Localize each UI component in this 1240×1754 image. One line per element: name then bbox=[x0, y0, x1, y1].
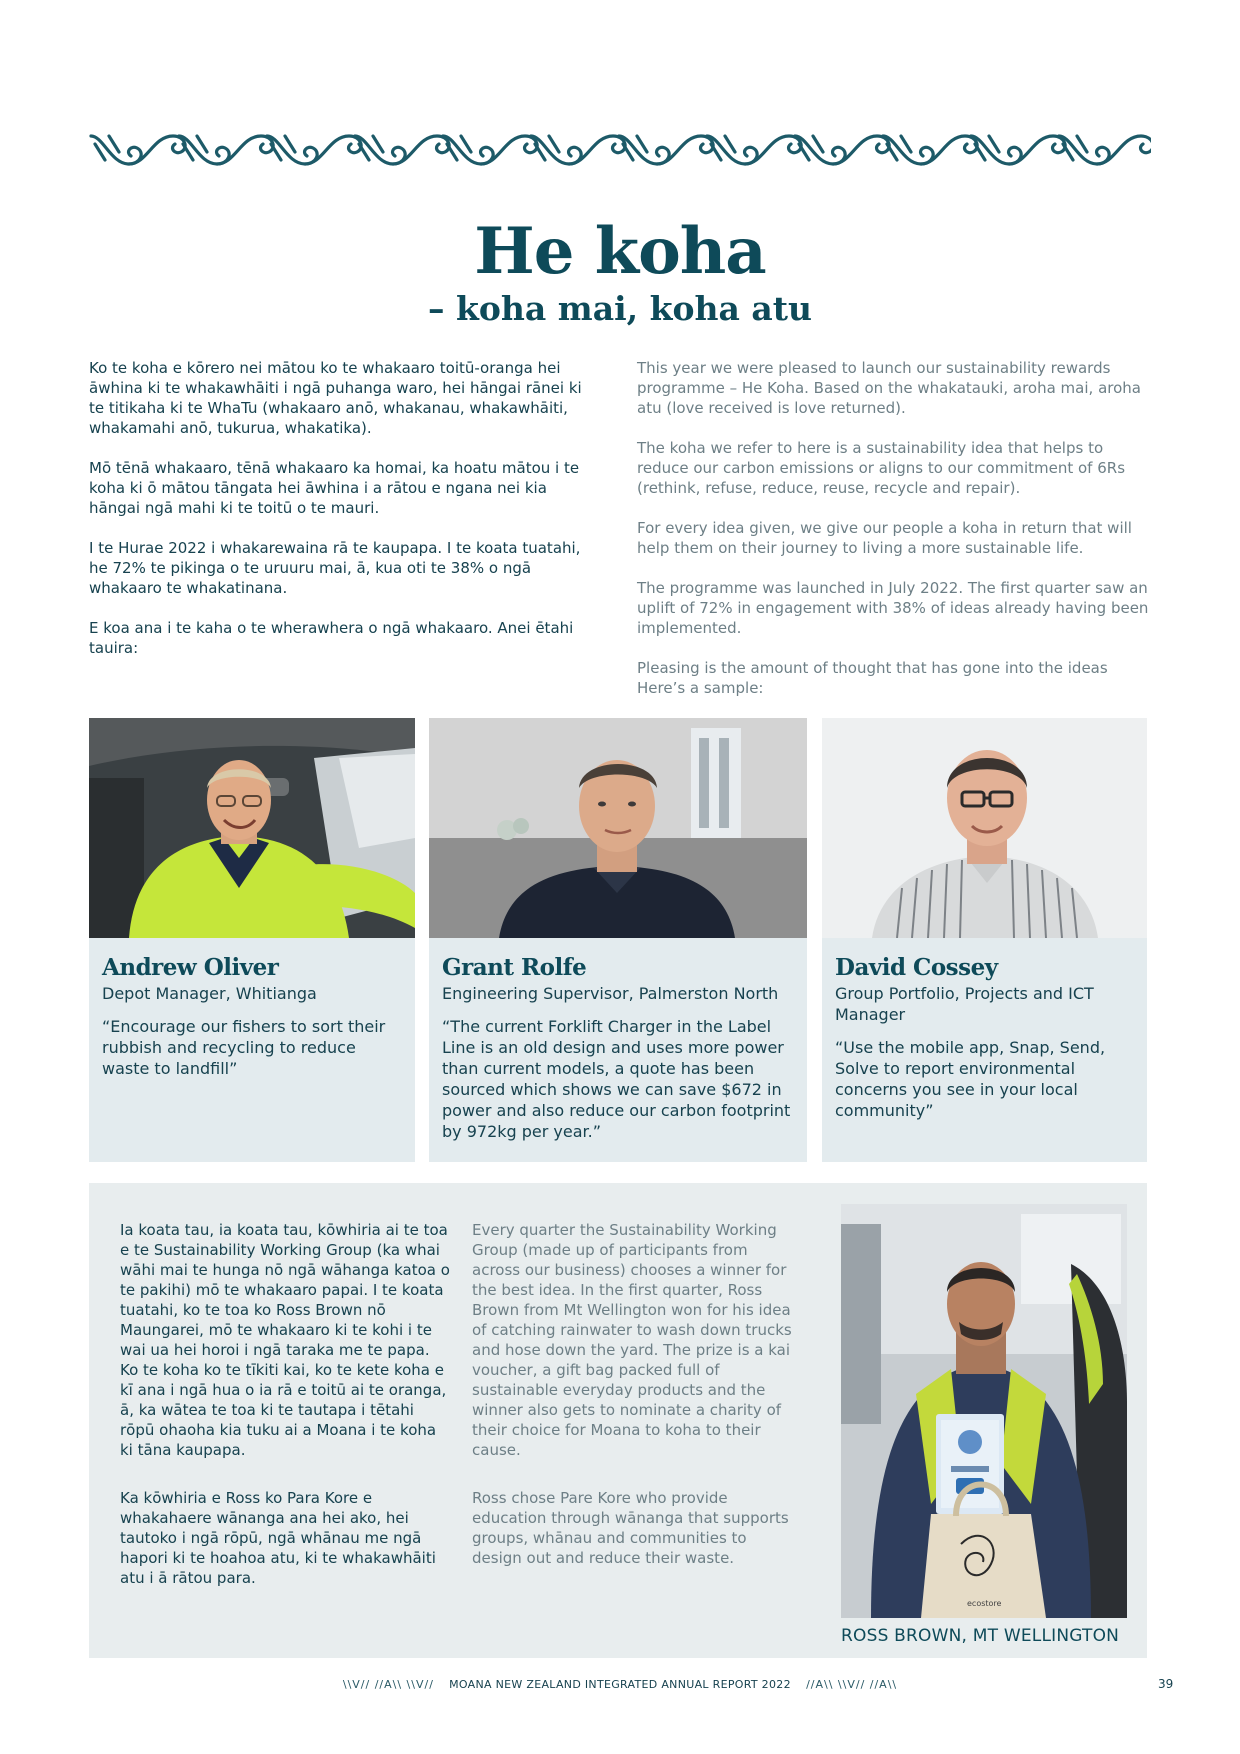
intro-maori-paragraph: E koa ana i te kaha o te wherawhera o ngā whakaaro. Anei ētahi tauira: bbox=[89, 619, 574, 657]
footer-mark-right: //A\\ \\V// //A\\ bbox=[806, 1678, 898, 1691]
intro-english-paragraph: The koha we refer to here is a sustainability idea that helps to reduce our carbon emissions or aligns to our commitment of 6Rs (rethink, refuse, reduce, reuse, recycle and repair). bbox=[637, 439, 1126, 497]
footer-mark-left: \\V// //A\\ \\V// bbox=[342, 1678, 434, 1691]
profile-card-grant-rolfe bbox=[429, 718, 807, 1162]
ross-brown-caption: ROSS BROWN, MT WELLINGTON bbox=[841, 1626, 1120, 1646]
intro-english-paragraph: This year we were pleased to launch our sustainability rewards programme – He Koha. Based on the whakatauki, aroha mai, aroha atu (love received is love returned). bbox=[637, 359, 1141, 417]
winner-english-column bbox=[472, 1220, 792, 1596]
winner-maori-column bbox=[120, 1220, 450, 1616]
page-subtitle: – koha mai, koha atu bbox=[428, 289, 812, 328]
andrew-oliver-photo bbox=[89, 718, 415, 938]
intro-english-paragraph: For every idea given, we give our people a koha in return that will help them on their journey to living a more sustainable life. bbox=[637, 519, 1132, 557]
david-cossey-photo bbox=[822, 718, 1147, 938]
page-footer bbox=[0, 1678, 1240, 1691]
profile-quote: “Use the mobile app, Snap, Send, Solve to report environmental concerns you see in your local community” bbox=[835, 1038, 1106, 1120]
profile-card-andrew-oliver bbox=[89, 718, 415, 1162]
profile-name: David Cossey bbox=[835, 954, 998, 981]
page-number: 39 bbox=[1158, 1677, 1174, 1691]
profile-role: Engineering Supervisor, Palmerston North bbox=[442, 984, 779, 1003]
footer-report-title: MOANA NEW ZEALAND INTEGRATED ANNUAL REPORT 2022 bbox=[449, 1678, 791, 1691]
profile-quote: “The current Forklift Charger in the Label Line is an old design and uses more power than current models, a quote has been sourced which shows we can save $672 in power and also reduce our carbon footprint by 972kg per year.” bbox=[442, 1017, 791, 1141]
ross-brown-photo bbox=[841, 1204, 1127, 1618]
profile-card-david-cossey bbox=[822, 718, 1147, 1162]
intro-maori-paragraph: I te Hurae 2022 i whakarewaina rā te kaupapa. I te koata tuatahi, he 72% te pikinga o te uruuru mai, ā, kua oti te 38% o ngā whakaaro te whakatinana. bbox=[89, 539, 581, 597]
winner-maori-paragraph: Ia koata tau, ia koata tau, kōwhiria ai te toa e te Sustainability Working Group (ka whai wāhi mai te hunga nō ngā wāhanga katoa o te pakihi) mō te whakaaro papai. I te koata tuatahi, ko te toa ko Ross Brown nō Maungarei, mō te whakaaro ki te kohi i te wai ua hei horoi i ngā taraka me te papa. Ko te koha ko te tīkiti kai, ko te kete koha e kī ana i ngā hua o ia rā e toitū ai te oranga, ā, ka wātea te toa ki te tautapa i tētahi rōpū ohaoha kia tuku ai a Moana i te koha ki tāna kaupapa. bbox=[120, 1221, 450, 1459]
profile-name: Grant Rolfe bbox=[442, 954, 587, 981]
profile-role: Group Portfolio, Projects and ICT Manager bbox=[835, 984, 1094, 1024]
bag-brand-label: ecostore bbox=[967, 1599, 1002, 1608]
winner-maori-paragraph: Ka kōwhiria e Ross ko Para Kore e whakahaere wānanga ana hei ako, hei tautoko i ngā rōpū, ngā whānau me ngā hapori ki te hoahoa atu, ki te whakawhāiti atu i ā rātou para. bbox=[120, 1489, 436, 1587]
intro-maori-column bbox=[89, 358, 599, 678]
winner-english-paragraph: Every quarter the Sustainability Working Group (made up of participants from across our business) chooses a winner for the best idea. In the first quarter, Ross Brown from Mt Wellington won for his idea of catching rainwater to wash down trucks and hose down the yard. The prize is a kai voucher, a gift bag packed full of sustainable everyday products and the winner also gets to nominate a charity of their choice for Moana to koha to their cause. bbox=[472, 1221, 792, 1459]
page-title: He koha bbox=[474, 214, 766, 289]
intro-english-paragraph: Pleasing is the amount of thought that has gone into the ideas Here’s a sample: bbox=[637, 659, 1108, 697]
winner-english-paragraph: Ross chose Pare Kore who provide education through wānanga that supports groups, whānau and communities to design out and reduce their waste. bbox=[472, 1489, 789, 1567]
koru-pattern-border bbox=[89, 130, 1151, 168]
grant-rolfe-photo bbox=[429, 718, 807, 938]
profile-name: Andrew Oliver bbox=[102, 954, 279, 981]
intro-english-paragraph: The programme was launched in July 2022. The first quarter saw an uplift of 72% in engagement with 38% of ideas already having been implemented. bbox=[637, 579, 1149, 637]
profile-role: Depot Manager, Whitianga bbox=[102, 984, 317, 1003]
intro-english-column bbox=[637, 358, 1157, 718]
intro-maori-paragraph: Ko te koha e kōrero nei mātou ko te whakaaro toitū-oranga hei āwhina ki te whakawhāiti i ngā puhanga waro, hei hāngai rānei ki te titikaha ki te WhaTu (whakaaro anō, whakanau, whakawhāiti, whakamahi anō, tukurua, whakatika). bbox=[89, 359, 582, 437]
intro-maori-paragraph: Mō tēnā whakaaro, tēnā whakaaro ka homai, ka hoatu mātou i te koha ki ō mātou tāngata hei āwhina i a rātou e ngana nei kia hāngai ngā mahi ki te toitū o te mauri. bbox=[89, 459, 580, 517]
profile-quote: “Encourage our fishers to sort their rubbish and recycling to reduce waste to landfill” bbox=[102, 1017, 386, 1078]
